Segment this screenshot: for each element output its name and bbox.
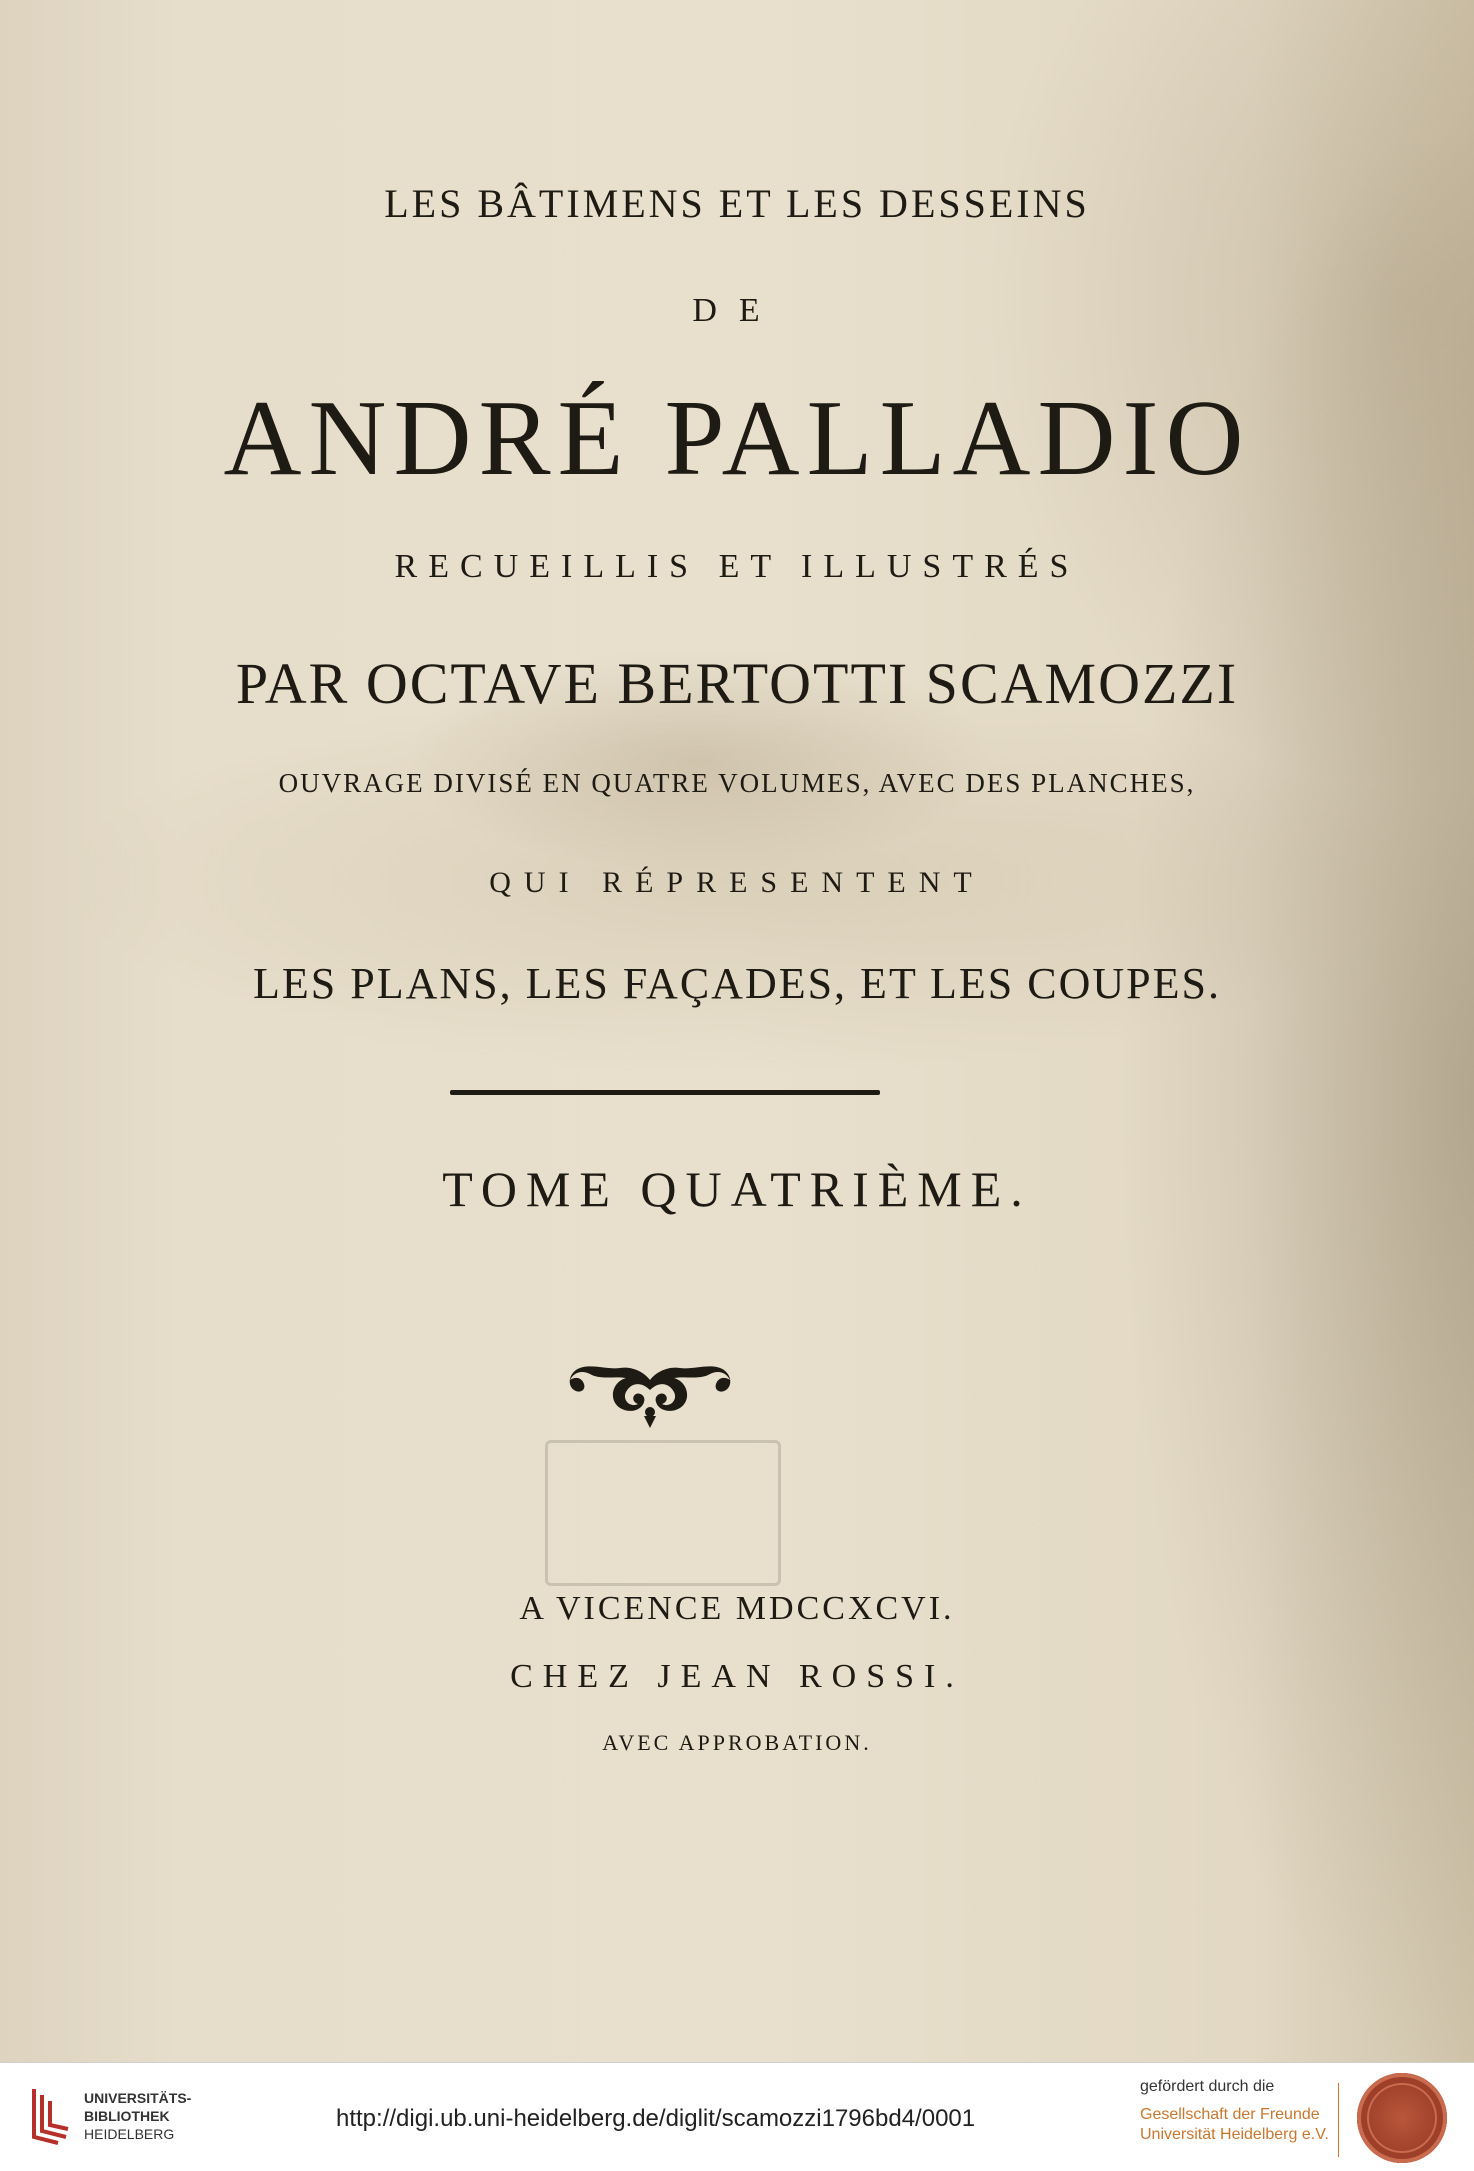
subtitle-recueillis: RECUEILLIS ET ILLUSTRÉS: [394, 548, 1080, 585]
library-logo-icon: [28, 2085, 74, 2147]
library-name: [84, 2089, 191, 2143]
footer-separator: [1338, 2083, 1339, 2157]
library-name-line-3: HEIDELBERG: [84, 2126, 175, 2142]
title-line-de: DE: [692, 292, 782, 329]
plans-line: LES PLANS, LES FAÇADES, ET LES COUPES.: [253, 959, 1221, 1008]
imprint-place-date: A VICENCE MDCCXCVI.: [519, 1590, 955, 1627]
faded-library-stamp: [545, 1440, 781, 1586]
title-line-1: LES BÂTIMENS ET LES DESSEINS: [384, 181, 1090, 226]
volume-title: TOME QUATRIÈME.: [442, 1161, 1032, 1217]
author-name: ANDRÉ PALLADIO: [223, 379, 1251, 498]
library-name-line-1: UNIVERSITÄTS-: [84, 2090, 192, 2106]
university-seal-icon: [1357, 2073, 1447, 2163]
work-description: OUVRAGE DIVISÉ EN QUATRE VOLUMES, AVEC DES PLANCHES,: [278, 768, 1196, 798]
divider-rule: [450, 1090, 880, 1095]
sponsor-heading: gefördert durch die: [1140, 2078, 1275, 2095]
editor-line: PAR OCTAVE BERTOTTI SCAMOZZI: [235, 651, 1239, 716]
representent-line: QUI RÉPRESENTENT: [489, 866, 985, 899]
imprint-publisher: CHEZ JEAN ROSSI.: [510, 1658, 964, 1695]
sponsor-org-line-1: Gesellschaft der Freunde: [1140, 2106, 1320, 2123]
ornament-icon: [560, 1350, 740, 1430]
imprint-approbation: AVEC APPROBATION.: [602, 1730, 872, 1755]
library-name-line-2: BIBLIOTHEK: [84, 2108, 170, 2124]
digitization-footer: [0, 2062, 1474, 2171]
permalink-url[interactable]: http://digi.ub.uni-heidelberg.de/diglit/scamozzi1796bd4/0001: [336, 2105, 976, 2132]
sponsor-block: [1140, 2077, 1340, 2145]
sponsor-org-line-2: Universität Heidelberg e.V.: [1140, 2126, 1329, 2143]
